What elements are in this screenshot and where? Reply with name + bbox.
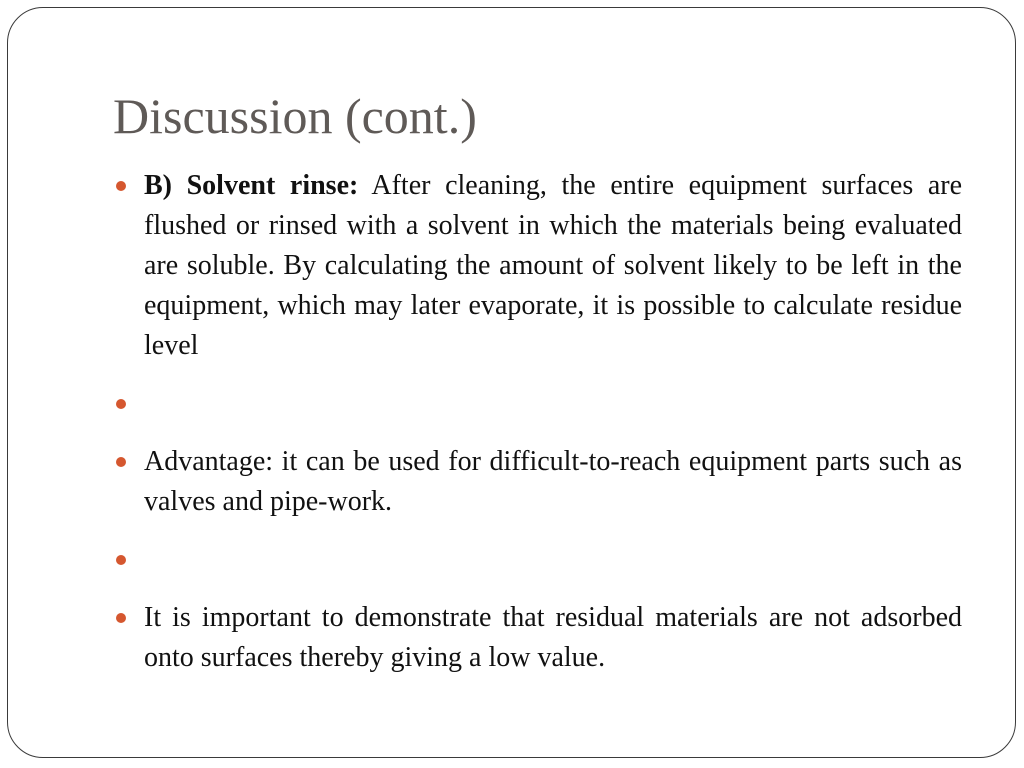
bullet-text: Advantage: it can be used for difficult-to-reach equipment parts such as valves and pipe-work.: [144, 446, 962, 517]
bullet-dot-icon: [116, 613, 126, 623]
bullet-dot-icon: [116, 399, 126, 409]
bullet-item-advantage: [144, 442, 962, 522]
bullet-item-adsorption-note: [144, 598, 962, 678]
bullet-item-empty: [144, 384, 962, 424]
bullet-text: It is important to demonstrate that residual materials are not adsorbed onto surfaces thereby giving a low value.: [144, 602, 962, 673]
slide-title: Discussion (cont.): [113, 88, 477, 144]
bullet-dot-icon: [116, 457, 126, 467]
bullet-lead: B) Solvent rinse:: [144, 170, 359, 201]
bullet-item-solvent-rinse: [144, 166, 962, 366]
bullet-dot-icon: [116, 555, 126, 565]
bullet-dot-icon: [116, 181, 126, 191]
bullet-item-empty: [144, 540, 962, 580]
bullet-text: After cleaning, the entire equipment surfaces are flushed or rinsed with a solvent in which the materials being evaluated are soluble. By calculating the amount of solvent likely to be left in the equipment, which may later evaporate, it is possible to calculate residue level: [144, 170, 962, 361]
bullet-list: [144, 166, 962, 696]
